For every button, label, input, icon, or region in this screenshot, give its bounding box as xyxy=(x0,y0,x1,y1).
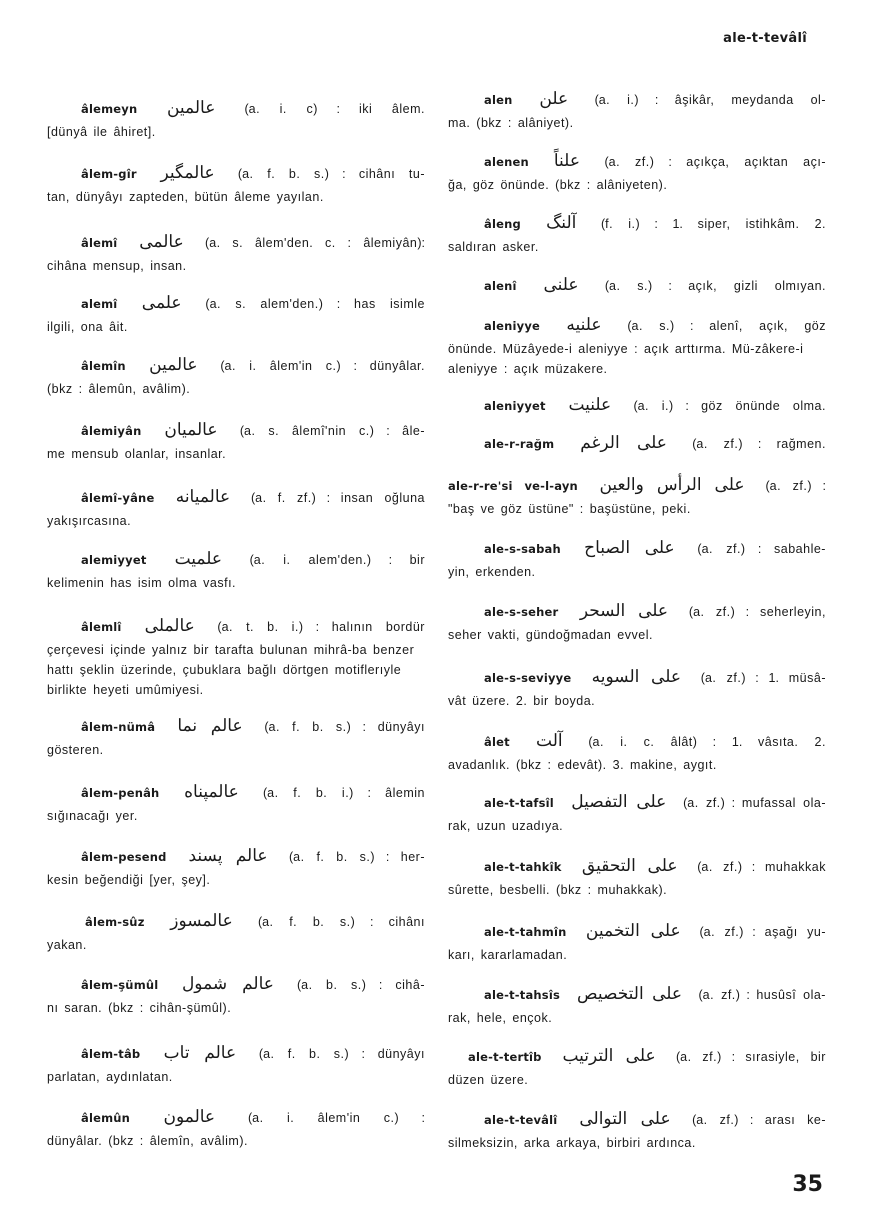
entry-first-line xyxy=(47,229,425,256)
entry-definition-start: (a. t. b. i.) : halının bordür xyxy=(217,620,425,634)
entry-definition-continuation: rak, hele, ençok. xyxy=(448,1011,553,1025)
dictionary-entry xyxy=(448,918,826,965)
entry-definition-start: (a. f. b. s.) : her- xyxy=(288,850,425,864)
entry-definition-start: (a. zf.) : sırasiyle, bir xyxy=(675,1050,826,1064)
entry-arabic-script: على السحر xyxy=(579,601,669,621)
dictionary-entry xyxy=(47,713,425,760)
entry-arabic-script: عالمين xyxy=(149,355,198,375)
entry-definition-start: (a. b. s.) : cihâ- xyxy=(296,978,425,992)
entry-first-line xyxy=(448,272,826,299)
entry-arabic-script: عالمسوز xyxy=(170,911,233,931)
entry-arabic-script: علميت xyxy=(174,549,223,569)
entry-headword: âlemî-yâne xyxy=(81,491,155,505)
entry-first-line xyxy=(448,728,826,755)
entry-arabic-script: عالم تاب xyxy=(163,1043,237,1063)
entry-definition-continuation: parlatan, aydınlatan. xyxy=(47,1070,173,1084)
entry-headword: alemî xyxy=(81,297,118,311)
entry-first-line xyxy=(47,613,425,640)
dictionary-entry xyxy=(448,664,826,711)
entry-definition-start: (a. zf.) : xyxy=(765,479,826,493)
dictionary-entry xyxy=(448,430,826,457)
entry-headword: âleng xyxy=(484,217,521,231)
entry-first-line xyxy=(47,908,425,935)
entry-first-line xyxy=(448,598,826,625)
dictionary-entry xyxy=(448,272,826,299)
entry-arabic-script: عالملى xyxy=(144,616,195,636)
entry-definition-continuation: çerçevesi içinde yalnız bir tarafta bulunan mihrâ-ba benzer hattı şeklin üzerinde, çubuklara bağlı dörtgen motiflerıyle birlikte heyeti umûmiyesi. xyxy=(47,643,415,697)
entry-headword: aleniyye xyxy=(484,319,541,333)
dictionary-entry xyxy=(47,229,425,276)
entry-definition-start: (a. zf.) : muhakkak xyxy=(697,860,826,874)
dictionary-entry xyxy=(47,908,425,955)
entry-first-line xyxy=(47,713,425,740)
entry-arabic-script: علنيه xyxy=(566,315,602,335)
entry-definition-continuation: me mensub olanlar, insanlar. xyxy=(47,447,227,461)
entry-definition-continuation: düzen üzere. xyxy=(448,1073,529,1087)
entry-arabic-script: آلنگ xyxy=(546,213,577,233)
dictionary-entry xyxy=(47,484,425,531)
entry-headword: âlemîn xyxy=(81,359,126,373)
entry-first-line xyxy=(448,789,826,816)
entry-first-line xyxy=(448,918,826,945)
entry-definition-start: (a. zf.) : mufassal ola- xyxy=(683,796,826,810)
entry-first-line xyxy=(448,86,826,113)
dictionary-entry xyxy=(47,352,425,399)
entry-definition-continuation: vât üzere. 2. bir boyda. xyxy=(448,694,596,708)
entry-definition-start: (a. zf.) : arası ke- xyxy=(692,1113,826,1127)
entry-definition-start: (a. i. c) : iki âlem. xyxy=(244,102,425,116)
entry-definition-start: (a. i. alem'den.) : bir xyxy=(249,553,425,567)
entry-definition-start: (a. s. âlem'den. c. : âlemiyân): xyxy=(205,236,425,250)
entry-definition-continuation: nı saran. (bkz : cihân-şümûl). xyxy=(47,1001,232,1015)
entry-headword: ale-t-tahsîs xyxy=(484,988,561,1002)
dictionary-entry xyxy=(448,312,826,379)
entry-headword: âlem-pesend xyxy=(81,850,167,864)
entry-headword: ale-t-tahmîn xyxy=(484,925,567,939)
entry-first-line xyxy=(47,843,425,870)
entry-definition-start: (a. s. âlemî'nin c.) : âle- xyxy=(239,424,425,438)
entry-headword: ale-r-re'si ve-l-ayn xyxy=(448,479,578,493)
entry-first-line xyxy=(448,853,826,880)
dictionary-entry xyxy=(448,981,826,1028)
entry-definition-start: (a. i. âlem'in c.) : xyxy=(247,1111,425,1125)
entry-definition-continuation: ma. (bkz : alâniyet). xyxy=(448,116,574,130)
entry-definition-continuation: yakan. xyxy=(47,938,87,952)
entry-definition-start: (a. zf.) : rağmen. xyxy=(692,437,826,451)
entry-definition-continuation: önünde. Müzâyede-i aleniyye : açık arttırma. Mü-zâkere-i aleniyye : açık müzakere. xyxy=(448,342,804,376)
dictionary-entry xyxy=(448,535,826,582)
entry-first-line xyxy=(47,352,425,379)
entry-arabic-script: علمى xyxy=(141,293,182,313)
entry-headword: alemiyyet xyxy=(81,553,147,567)
entry-arabic-script: علنى xyxy=(543,275,579,295)
entry-headword: âlem-gîr xyxy=(81,167,137,181)
entry-first-line xyxy=(47,779,425,806)
entry-headword: âlemûn xyxy=(81,1111,131,1125)
entry-definition-continuation: cihâna mensup, insan. xyxy=(47,259,187,273)
entry-headword: âlem-tâb xyxy=(81,1047,141,1061)
entry-definition-continuation: seher vakti, gündoğmadan evvel. xyxy=(448,628,653,642)
entry-definition-start: (a. f. b. s.) : cihânı xyxy=(257,915,425,929)
entry-arabic-script: على الصباح xyxy=(584,538,675,558)
entry-definition-start: (a. f. b. s.) : dünyâyı xyxy=(264,720,425,734)
dictionary-entry xyxy=(448,728,826,775)
entry-arabic-script: عالميانه xyxy=(175,487,231,507)
entry-arabic-script: علنيت xyxy=(568,395,612,415)
entry-definition-continuation: kelimenin has isim olma vasfı. xyxy=(47,576,237,590)
entry-definition-start: (a. zf.) : sabahle- xyxy=(697,542,826,556)
entry-definition-continuation: yakışırcasına. xyxy=(47,514,132,528)
entry-first-line xyxy=(448,430,826,457)
entry-definition-continuation: silmeksizin, arka arkaya, birbiri ardınca. xyxy=(448,1136,696,1150)
entry-arabic-script: على التخصيص xyxy=(577,984,683,1004)
entry-arabic-script: على التفصيل xyxy=(571,792,667,812)
entry-definition-start: (a. zf.) : aşağı yu- xyxy=(699,925,826,939)
entry-first-line xyxy=(47,1104,425,1131)
dictionary-entry xyxy=(448,853,826,900)
entry-arabic-script: عالمين xyxy=(166,98,216,118)
entry-definition-start: (a. zf.) : açıkça, açıktan açı- xyxy=(604,155,826,169)
entry-arabic-script: على التخمين xyxy=(585,921,681,941)
dictionary-entry xyxy=(47,95,425,142)
entry-arabic-script: عالم نما xyxy=(177,716,243,736)
entry-headword: ale-t-tahkîk xyxy=(484,860,562,874)
entry-definition-start: (a. f. b. i.) : âlemin xyxy=(262,786,425,800)
entry-arabic-script: عالم پسند xyxy=(188,846,268,866)
entry-definition-start: (a. s.) : alenî, açık, göz xyxy=(627,319,826,333)
entry-first-line xyxy=(448,664,826,691)
entry-definition-start: (a. i. c. âlât) : 1. vâsıta. 2. xyxy=(588,735,826,749)
entry-definition-start: (f. i.) : 1. siper, istihkâm. 2. xyxy=(601,217,827,231)
entry-arabic-script: علناً xyxy=(553,151,580,171)
dictionary-entry xyxy=(47,613,425,700)
entry-definition-continuation: yin, erkenden. xyxy=(448,565,536,579)
dictionary-entry xyxy=(47,1040,425,1087)
entry-headword: alenen xyxy=(484,155,529,169)
dictionary-entry xyxy=(47,843,425,890)
entry-first-line xyxy=(47,417,425,444)
entry-arabic-script: عالمى xyxy=(139,232,184,252)
entry-headword: âlem-penâh xyxy=(81,786,160,800)
entry-definition-continuation: saldıran asker. xyxy=(448,240,539,254)
entry-arabic-script: عالم شمول xyxy=(181,974,274,994)
entry-headword: âlemlî xyxy=(81,620,122,634)
dictionary-entry xyxy=(47,160,425,207)
entry-headword: âlemiyân xyxy=(81,424,142,438)
entry-definition-continuation: dünyâlar. (bkz : âlemîn, avâlim). xyxy=(47,1134,248,1148)
entry-first-line xyxy=(47,484,425,511)
entry-definition-continuation: sığınacağı yer. xyxy=(47,809,138,823)
entry-headword: aleniyyet xyxy=(484,399,546,413)
entry-headword: âlemeyn xyxy=(81,102,138,116)
entry-arabic-script: على التوالى xyxy=(579,1109,671,1129)
entry-arabic-script: على السويه xyxy=(591,667,682,687)
entry-definition-continuation: ilgili, ona âit. xyxy=(47,320,128,334)
entry-first-line xyxy=(448,392,826,419)
dictionary-entry xyxy=(47,417,425,464)
dictionary-entry xyxy=(47,1104,425,1151)
entry-first-line xyxy=(448,148,826,175)
entry-headword: ale-r-rağm xyxy=(484,437,555,451)
entry-definition-continuation: gösteren. xyxy=(47,743,104,757)
entry-headword: ale-s-seviyye xyxy=(484,671,572,685)
entry-definition-start: (a. zf.) : 1. müsâ- xyxy=(700,671,826,685)
entry-first-line xyxy=(47,1040,425,1067)
entry-definition-start: (a. zf.) : husûsî ola- xyxy=(698,988,826,1002)
entry-first-line xyxy=(448,472,826,499)
entry-headword: ale-t-tertîb xyxy=(468,1050,542,1064)
entry-definition-continuation: tan, dünyâyı zapteden, bütün âleme yayılan. xyxy=(47,190,324,204)
entry-definition-start: (a. zf.) : seherleyin, xyxy=(688,605,826,619)
dictionary-entry xyxy=(47,779,425,826)
entry-arabic-script: علن xyxy=(539,89,569,109)
entry-first-line xyxy=(448,1043,826,1070)
entry-definition-start: (a. s. alem'den.) : has isimle xyxy=(205,297,425,311)
entry-definition-continuation: avadanlık. (bkz : edevât). 3. makine, aygıt. xyxy=(448,758,717,772)
entry-definition-continuation: kesin beğendiği [yer, şey]. xyxy=(47,873,211,887)
dictionary-entry xyxy=(448,1043,826,1090)
entry-definition-start: (a. s.) : açık, gizli olmıyan. xyxy=(604,279,826,293)
entry-first-line xyxy=(448,981,826,1008)
entry-definition-continuation: (bkz : âlemûn, avâlim). xyxy=(47,382,191,396)
dictionary-entry xyxy=(448,598,826,645)
entry-first-line xyxy=(47,95,425,122)
entry-arabic-script: عالمپناه xyxy=(184,782,239,802)
entry-first-line xyxy=(47,971,425,998)
dictionary-entry xyxy=(448,392,826,419)
entry-definition-start: (a. f. b. s.) : dünyâyı xyxy=(258,1047,425,1061)
entry-first-line xyxy=(47,290,425,317)
entry-headword: ale-t-tafsîl xyxy=(484,796,554,810)
dictionary-entry xyxy=(448,1106,826,1153)
entry-arabic-script: عالمگير xyxy=(160,163,215,183)
entry-headword: âlem-sûz xyxy=(85,915,145,929)
entry-arabic-script: آلت xyxy=(536,731,563,751)
entry-headword: ale-s-sabah xyxy=(484,542,561,556)
entry-headword: âlem-şümûl xyxy=(81,978,159,992)
entry-definition-continuation: "baş ve göz üstüne" : başüstüne, peki. xyxy=(448,502,691,516)
entry-definition-continuation: ğa, göz önünde. (bkz : alâniyeten). xyxy=(448,178,668,192)
entry-first-line xyxy=(448,210,826,237)
entry-definition-start: (a. i.) : âşikâr, meydanda ol- xyxy=(594,93,826,107)
entry-first-line xyxy=(448,1106,826,1133)
dictionary-entry xyxy=(448,148,826,195)
entry-definition-start: (a. f. zf.) : insan oğluna xyxy=(250,491,425,505)
entry-definition-continuation: karı, kararlamadan. xyxy=(448,948,568,962)
entry-headword: âlemî xyxy=(81,236,118,250)
entry-headword: âlem-nümâ xyxy=(81,720,156,734)
entry-headword: âlet xyxy=(484,735,510,749)
entry-arabic-script: عالميان xyxy=(164,420,218,440)
dictionary-entry xyxy=(448,210,826,257)
dictionary-entry xyxy=(47,971,425,1018)
entry-arabic-script: عالمون xyxy=(163,1107,216,1127)
dictionary-entry xyxy=(448,472,826,519)
entry-first-line xyxy=(47,546,425,573)
dictionary-entry xyxy=(47,546,425,593)
entry-first-line xyxy=(47,160,425,187)
entry-headword: alen xyxy=(484,93,513,107)
entry-arabic-script: على التحقيق xyxy=(581,856,678,876)
dictionary-entry xyxy=(448,86,826,133)
entry-definition-start: (a. f. b. s.) : cihânı tu- xyxy=(237,167,425,181)
entry-definition-continuation: sûrette, besbelli. (bkz : muhakkak). xyxy=(448,883,668,897)
page-number: 35 xyxy=(792,1172,823,1197)
entry-headword: ale-t-tevâlî xyxy=(484,1113,558,1127)
entry-arabic-script: على الرأس والعين xyxy=(599,475,745,495)
entry-definition-continuation: rak, uzun uzadıya. xyxy=(448,819,564,833)
running-header: ale-t-tevâlî xyxy=(723,31,807,46)
entry-definition-start: (a. i.) : göz önünde olma. xyxy=(633,399,826,413)
dictionary-entry xyxy=(47,290,425,337)
entry-headword: ale-s-seher xyxy=(484,605,559,619)
entry-arabic-script: على الرغم xyxy=(580,433,667,453)
entry-definition-continuation: [dünyâ ile âhiret]. xyxy=(47,125,156,139)
entry-first-line xyxy=(448,312,826,339)
entry-headword: alenî xyxy=(484,279,517,293)
entry-arabic-script: على الترتيب xyxy=(562,1046,656,1066)
dictionary-entry xyxy=(448,789,826,836)
entry-first-line xyxy=(448,535,826,562)
entry-definition-start: (a. i. âlem'in c.) : dünyâlar. xyxy=(220,359,425,373)
